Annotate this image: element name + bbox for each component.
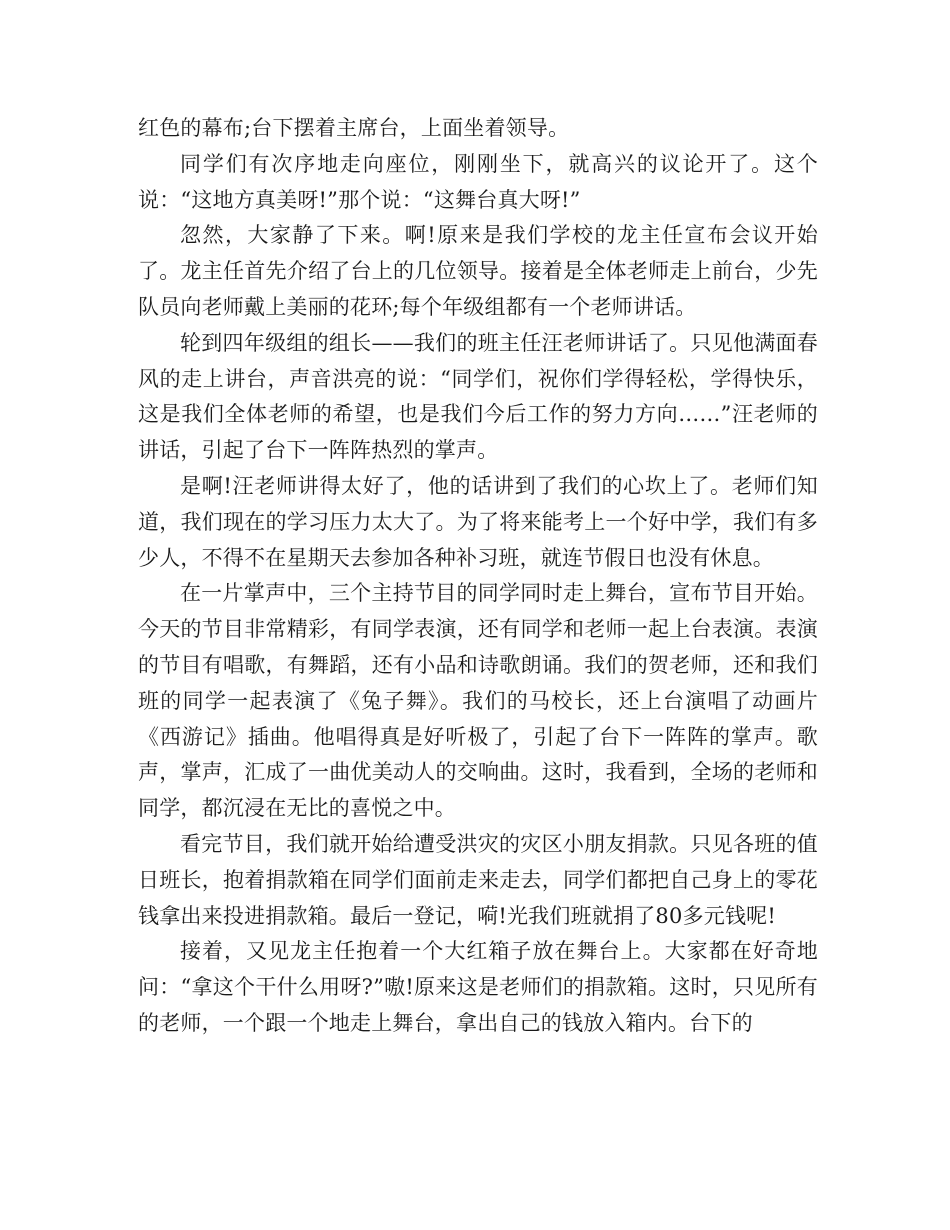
paragraph-teacher-donation: 接着，又见龙主任抱着一个大红箱子放在舞台上。大家都在好奇地问：“拿这个干什么用呀?”嗷!原来这是老师们的捐款箱。这时，只见所有的老师，一个跟一个地走上舞台，拿出自己的钱放入箱内。台下的 [138,939,818,1035]
paragraph-study-pressure: 是啊!汪老师讲得太好了，他的话讲到了我们的心坎上了。老师们知道，我们现在的学习压力太大了。为了将来能考上一个好中学，我们有多少人，不得不在星期天去参加各种补习班，就连节假日也没有休息。 [138,473,818,570]
paragraph-teacher-speech: 轮到四年级组的组长——我们的班主任汪老师讲话了。只见他满面春风的走上讲台，声音洪亮的说：“同学们，祝你们学得轻松，学得快乐，这是我们全体老师的希望，也是我们今后工作的努力方向……”汪老师的讲话，引起了台下一阵阵热烈的掌声。 [138,330,818,463]
document-page [138,111,818,1042]
paragraph-donation: 看完节目，我们就开始给遭受洪灾的灾区小朋友捐款。只见各班的值日班长，抱着捐款箱在同学们面前走来走去，同学们都把自己身上的零花钱拿出来投进捐款箱。最后一登记，嗬!光我们班就捐了80多元钱呢! [138,831,818,928]
paragraph-students-seated: 同学们有次序地走向座位，刚刚坐下，就高兴的议论开了。这个说：“这地方真美呀!”那个说：“这舞台真大呀!” [138,151,818,212]
paragraph-continuation: 红色的幕布;台下摆着主席台，上面坐着领导。 [138,116,570,140]
paragraph-performances: 在一片掌声中，三个主持节目的同学同时走上舞台，宣布节目开始。今天的节目非常精彩，有同学表演，还有同学和老师一起上台表演。表演的节目有唱歌，有舞蹈，还有小品和诗歌朗诵。我们的贺老师，还和我们班的同学一起表演了《兔子舞》。我们的马校长，还上台演唱了动画片《西游记》插曲。他唱得真是好听极了，引起了台下一阵阵的掌声。歌声，掌声，汇成了一曲优美动人的交响曲。这时，我看到，全场的老师和同学，都沉浸在无比的喜悦之中。 [138,581,818,821]
paragraph-meeting-opens: 忽然，大家静了下来。啊!原来是我们学校的龙主任宣布会议开始了。龙主任首先介绍了台上的几位领导。接着是全体老师走上前台，少先队员向老师戴上美丽的花环;每个年级组都有一个老师讲话。 [138,223,818,319]
